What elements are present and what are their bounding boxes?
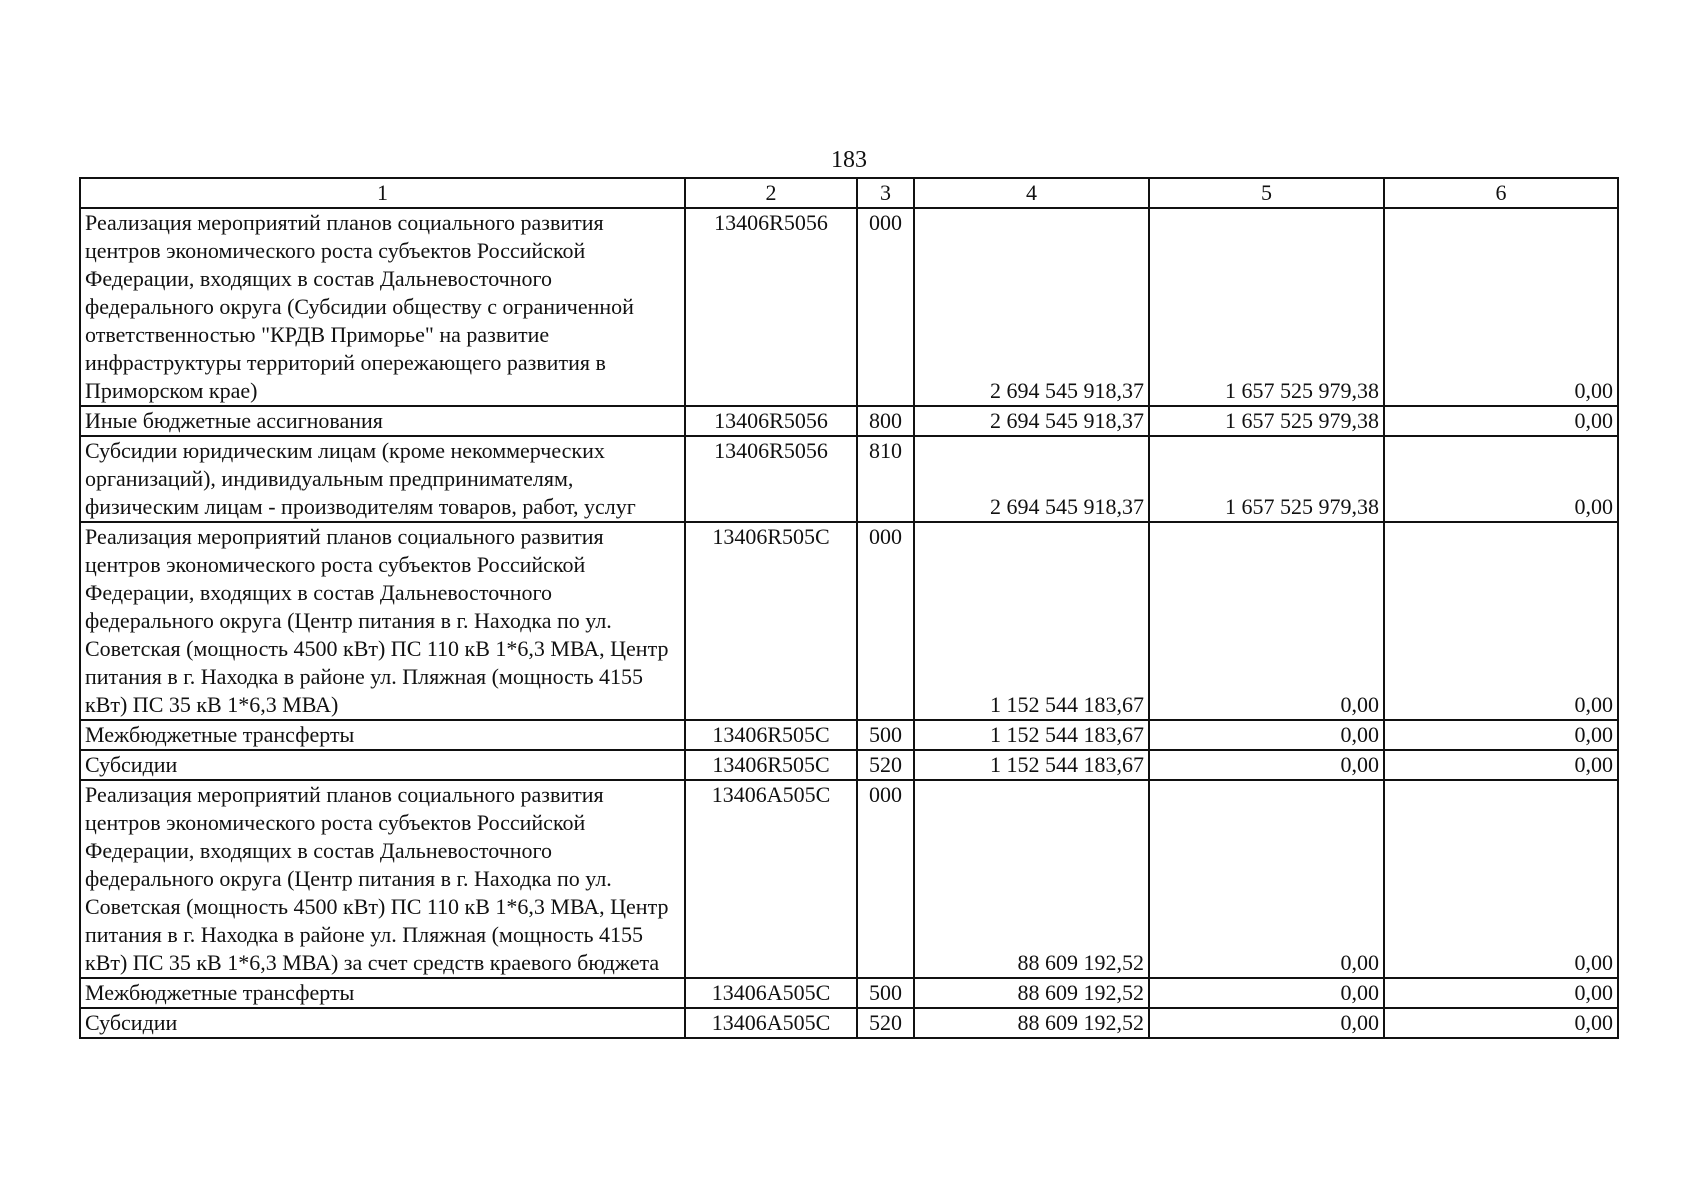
row-target-code: 13406R5056 <box>685 406 857 436</box>
table-row <box>80 1008 1618 1038</box>
table-row <box>80 750 1618 780</box>
column-header-4: 4 <box>914 178 1149 208</box>
row-value-5: 1 657 525 979,38 <box>1149 208 1384 406</box>
row-value-5: 0,00 <box>1149 750 1384 780</box>
row-value-4: 1 152 544 183,67 <box>914 522 1149 720</box>
row-value-4: 2 694 545 918,37 <box>914 208 1149 406</box>
row-value-4: 1 152 544 183,67 <box>914 750 1149 780</box>
row-target-code: 13406R505C <box>685 750 857 780</box>
row-value-6: 0,00 <box>1384 406 1618 436</box>
row-expense-type: 000 <box>857 208 914 406</box>
row-target-code: 13406R505C <box>685 720 857 750</box>
row-expense-type: 500 <box>857 720 914 750</box>
table-row <box>80 720 1618 750</box>
page-number: 183 <box>831 147 867 173</box>
budget-table <box>79 177 1619 1039</box>
row-value-6: 0,00 <box>1384 978 1618 1008</box>
row-expense-type: 800 <box>857 406 914 436</box>
row-value-6: 0,00 <box>1384 436 1618 522</box>
table-body <box>80 208 1618 1038</box>
row-name: Реализация мероприятий планов социального развития центров экономического роста субъектов Российской Федерации, входящих в состав Дальневосточного федерального округа (Центр питания в г. Находка по ул. Советская (мощность 4500 кВт) ПС 110 кВ 1*6,3 МВА, Центр питания в г. Находка в районе ул. Пляжная (мощность 4155 кВт) ПС 35 кВ 1*6,3 МВА) <box>80 522 685 720</box>
row-value-6: 0,00 <box>1384 720 1618 750</box>
row-value-6: 0,00 <box>1384 208 1618 406</box>
row-value-5: 0,00 <box>1149 522 1384 720</box>
header-row <box>80 178 1618 208</box>
table-row <box>80 978 1618 1008</box>
row-name: Иные бюджетные ассигнования <box>80 406 685 436</box>
row-expense-type: 520 <box>857 750 914 780</box>
column-header-3: 3 <box>857 178 914 208</box>
row-value-5: 1 657 525 979,38 <box>1149 436 1384 522</box>
row-expense-type: 520 <box>857 1008 914 1038</box>
row-value-6: 0,00 <box>1384 750 1618 780</box>
row-name: Межбюджетные трансферты <box>80 978 685 1008</box>
row-name: Реализация мероприятий планов социального развития центров экономического роста субъектов Российской Федерации, входящих в состав Дальневосточного федерального округа (Центр питания в г. Находка по ул. Советская (мощность 4500 кВт) ПС 110 кВ 1*6,3 МВА, Центр питания в г. Находка в районе ул. Пляжная (мощность 4155 кВт) ПС 35 кВ 1*6,3 МВА) за счет средств краевого бюджета <box>80 780 685 978</box>
row-target-code: 13406R5056 <box>685 208 857 406</box>
table-row <box>80 208 1618 406</box>
table-row <box>80 780 1618 978</box>
row-expense-type: 000 <box>857 522 914 720</box>
row-value-4: 88 609 192,52 <box>914 978 1149 1008</box>
row-value-4: 2 694 545 918,37 <box>914 436 1149 522</box>
row-value-4: 88 609 192,52 <box>914 1008 1149 1038</box>
table-row <box>80 406 1618 436</box>
table-row <box>80 522 1618 720</box>
column-header-5: 5 <box>1149 178 1384 208</box>
table-header <box>80 178 1618 208</box>
row-value-6: 0,00 <box>1384 522 1618 720</box>
row-target-code: 13406R5056 <box>685 436 857 522</box>
row-value-6: 0,00 <box>1384 780 1618 978</box>
row-expense-type: 500 <box>857 978 914 1008</box>
row-target-code: 13406A505C <box>685 780 857 978</box>
row-expense-type: 810 <box>857 436 914 522</box>
column-header-6: 6 <box>1384 178 1618 208</box>
row-value-5: 0,00 <box>1149 780 1384 978</box>
row-value-5: 0,00 <box>1149 1008 1384 1038</box>
row-name: Межбюджетные трансферты <box>80 720 685 750</box>
row-value-4: 88 609 192,52 <box>914 780 1149 978</box>
row-target-code: 13406A505C <box>685 978 857 1008</box>
row-value-4: 2 694 545 918,37 <box>914 406 1149 436</box>
row-value-6: 0,00 <box>1384 1008 1618 1038</box>
column-header-2: 2 <box>685 178 857 208</box>
row-name: Реализация мероприятий планов социального развития центров экономического роста субъектов Российской Федерации, входящих в состав Дальневосточного федерального округа (Субсидии обществу с ограниченной ответственностью "КРДВ Приморье" на развитие инфраструктуры территорий опережающего развития в Приморском крае) <box>80 208 685 406</box>
column-header-1: 1 <box>80 178 685 208</box>
row-target-code: 13406R505C <box>685 522 857 720</box>
row-value-5: 0,00 <box>1149 978 1384 1008</box>
table-row <box>80 436 1618 522</box>
row-value-5: 0,00 <box>1149 720 1384 750</box>
row-target-code: 13406A505C <box>685 1008 857 1038</box>
row-name: Субсидии <box>80 1008 685 1038</box>
row-expense-type: 000 <box>857 780 914 978</box>
row-name: Субсидии <box>80 750 685 780</box>
row-value-4: 1 152 544 183,67 <box>914 720 1149 750</box>
row-name: Субсидии юридическим лицам (кроме некоммерческих организаций), индивидуальным предпринимателям, физическим лицам - производителям товаров, работ, услуг <box>80 436 685 522</box>
row-value-5: 1 657 525 979,38 <box>1149 406 1384 436</box>
